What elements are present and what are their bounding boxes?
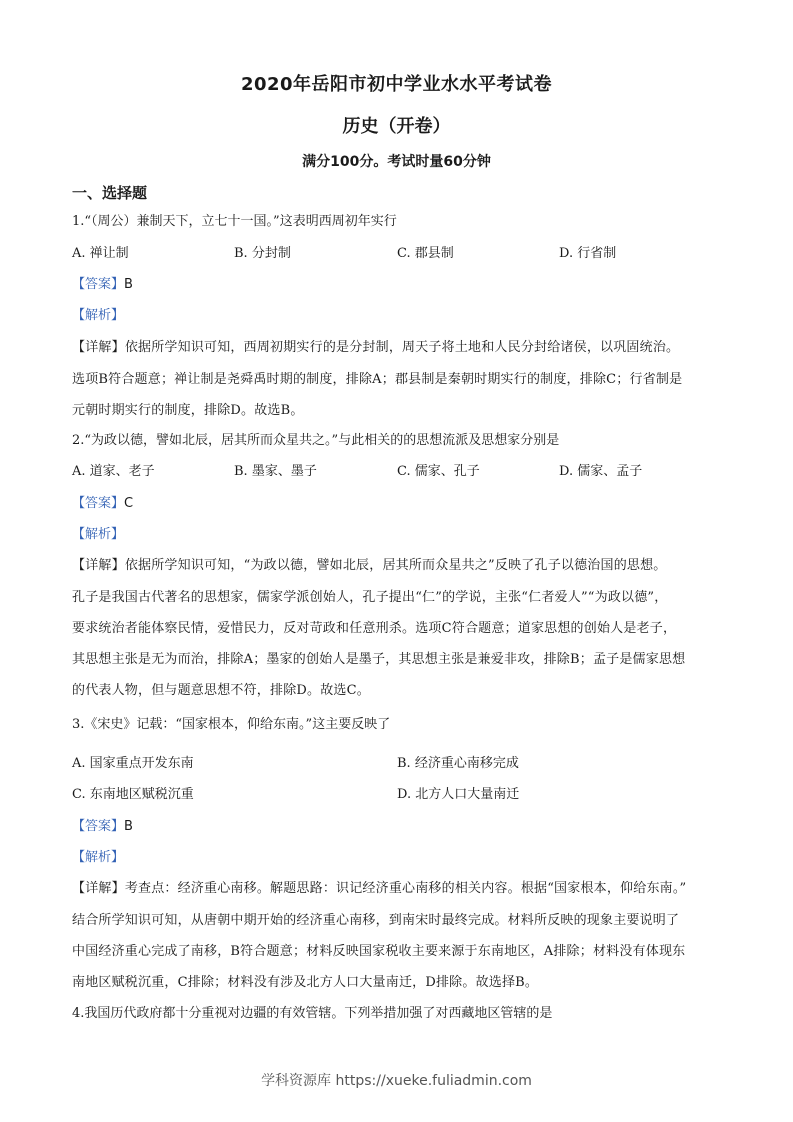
question-1-option-c: C. 郡县制 [397,246,454,261]
detail-label: 【详解】 [72,558,125,573]
question-1-stem: 1.“（周公）兼制天下，立七十一国。”这表明西周初年实行 [72,214,397,229]
question-3-answer [72,818,133,836]
detail-text: 依据所学知识可知，西周初期实行的是分封制，周天子将土地和人民分封给诸侯，以巩固统治。 [124,340,680,355]
analysis-label: 【解析】 [72,527,125,542]
question-2-option-d: D. 儒家、孟子 [559,464,643,479]
answer-label: 【答案】 [72,496,125,511]
footer-watermark: 学科资源库 https://xueke.fuliadmin.com [261,1073,532,1089]
question-2-detail-line: 要求统治者能体察民情，爱惜民力，反对苛政和任意刑杀。选项C符合题意；道家思想的创始人是老子， [72,621,677,636]
question-1-option-d: D. 行省制 [559,246,617,261]
question-1-answer [72,276,133,294]
answer-label: 【答案】 [72,277,125,292]
question-1-detail-line: 元朝时期实行的制度，排除D。故选B。 [72,403,304,418]
question-2-detail-line: 的代表人物，但与题意思想不符，排除D。故选C。 [72,683,370,698]
question-2-detail-line: 其思想主张是无为而治，排除A；墨家的创始人是墨子，其思想主张是兼爱非攻，排除B；孟子是儒家思想 [72,652,686,667]
question-3-option-c: C. 东南地区赋税沉重 [72,787,194,802]
question-1-detail-line: 选项B符合题意；禅让制是尧舜禹时期的制度，排除A；郡县制是秦朝时期实行的制度，排除C；行省制是 [72,372,683,387]
answer-value: C [124,496,134,511]
question-2-answer [72,495,133,513]
detail-text: 考查点：经济重心南移。解题思路：识记经济重心南移的相关内容。根据“国家根本，仰给东南。” [124,881,687,896]
detail-label: 【详解】 [72,881,125,896]
question-3-detail-line: 结合所学知识可知，从唐朝中期开始的经济重心南移，到南宋时最终完成。材料所反映的现象主要说明了 [72,913,680,928]
answer-label: 【答案】 [72,819,125,834]
detail-text: 依据所学知识可知，“为政以德，譬如北辰，居其所而众星共之”反映了孔子以德治国的思想。 [124,558,667,573]
exam-title: 2020年岳阳市初中学业水水平考试卷 [240,74,553,95]
question-3-option-a: A. 国家重点开发东南 [72,756,194,771]
question-1-option-a: A. 禅让制 [72,246,129,261]
question-3-detail-line: 南地区赋税沉重，C排除；材料没有涉及北方人口大量南迁，D排除。故选择B。 [72,975,539,990]
question-3-detail-line: 中国经济重心完成了南移，B符合题意；材料反映国家税收主要来源于东南地区，A排除；材料没有体现东 [72,944,686,959]
question-2-analysis-label [72,526,124,544]
question-3-stem: 3.《宋史》记载：“国家根本，仰给东南。”这主要反映了 [72,717,391,732]
answer-value: B [124,819,133,834]
answer-value: B [124,277,133,292]
section-title: 一、选择题 [72,184,148,202]
analysis-label: 【解析】 [72,850,125,865]
detail-label: 【详解】 [72,340,125,355]
question-2-detail-line: 孔子是我国古代著名的思想家，儒家学派创始人，孔子提出“仁”的学说，主张“仁者爱人”“为政以德”， [72,590,668,605]
exam-subtitle: 历史（开卷） [342,116,451,137]
question-2-option-a: A. 道家、老子 [72,464,155,479]
question-2-stem: 2.“为政以德，譬如北辰，居其所而众星共之。”与此相关的的思想流派及思想家分别是 [72,433,560,448]
question-3-option-b: B. 经济重心南移完成 [397,756,519,771]
question-1-analysis-label [72,307,124,325]
question-4-stem: 4.我国历代政府都十分重视对边疆的有效管辖。下列举措加强了对西藏地区管辖的是 [72,1006,553,1021]
question-1-detail-line [72,339,722,357]
exam-score-info: 满分100分。考试时量60分钟 [302,154,491,170]
question-3-analysis-label [72,849,124,867]
question-2-option-c: C. 儒家、孔子 [397,464,480,479]
question-1-option-b: B. 分封制 [234,246,291,261]
question-3-option-d: D. 北方人口大量南迁 [397,787,520,802]
question-2-option-b: B. 墨家、墨子 [234,464,317,479]
analysis-label: 【解析】 [72,308,125,323]
question-2-detail-line [72,557,722,575]
question-3-detail-line [72,880,722,898]
